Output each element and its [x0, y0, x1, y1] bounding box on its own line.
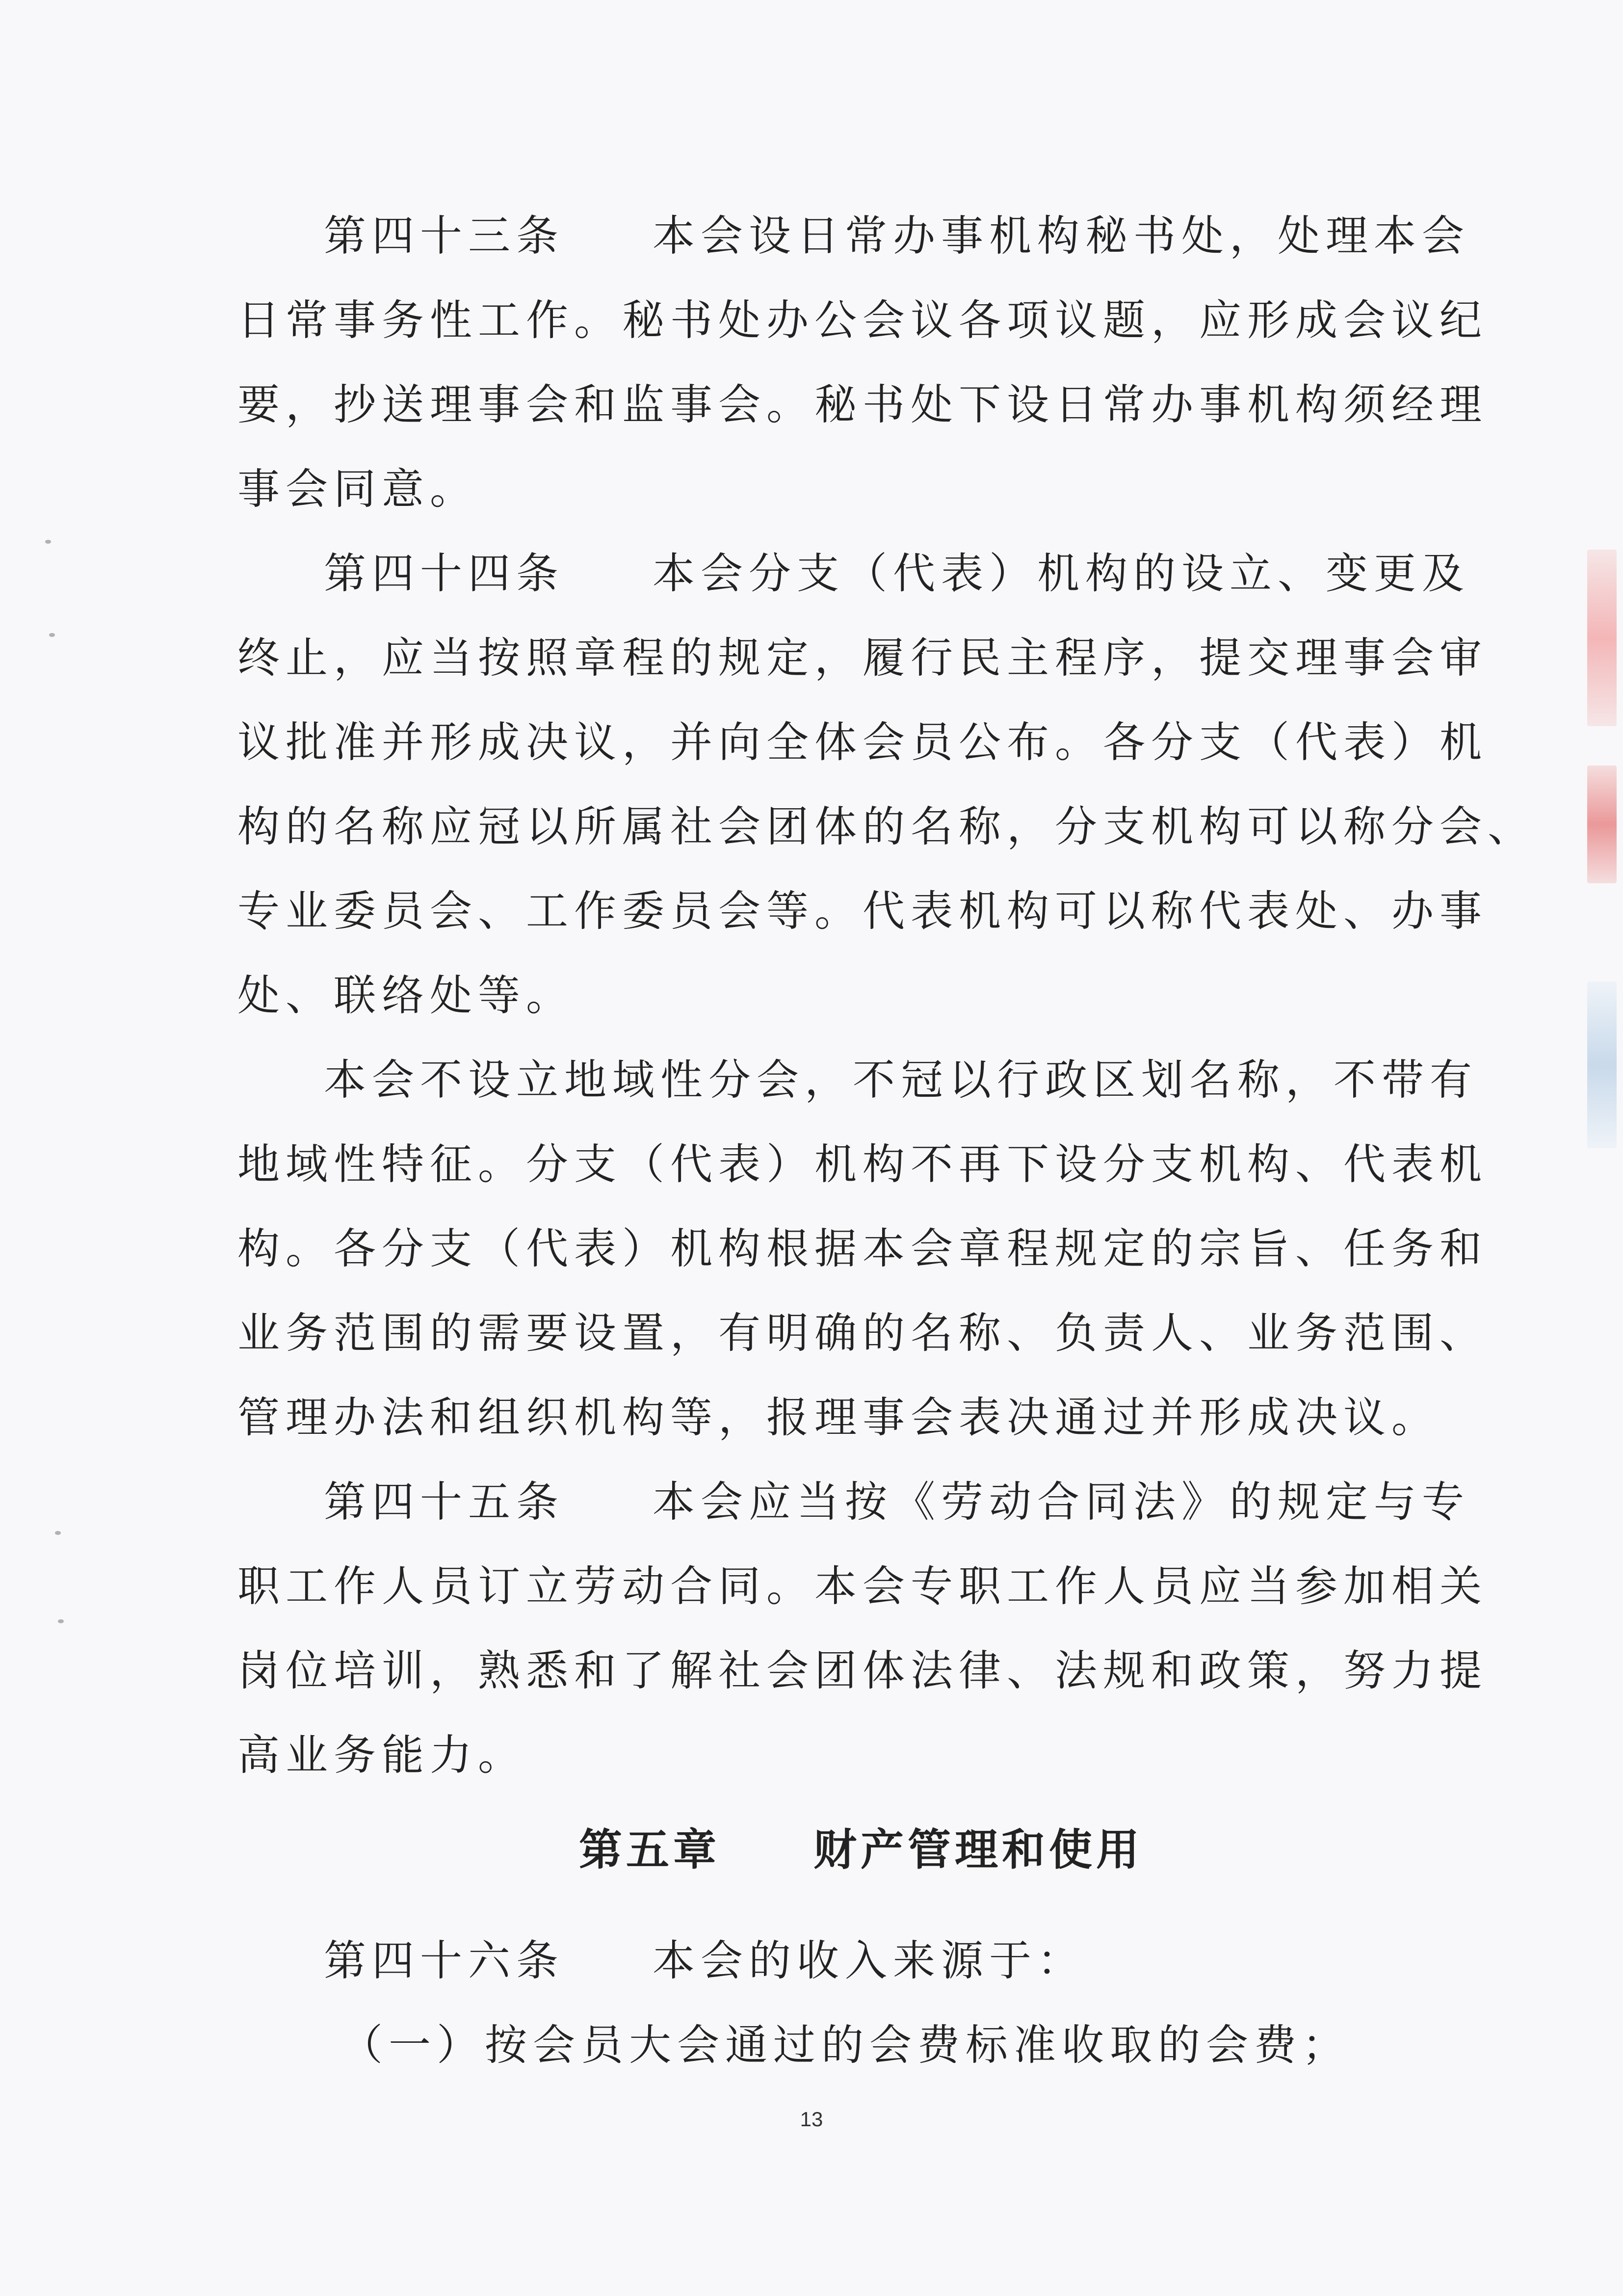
article-43-line-1: 第四十三条 本会设日常办事机构秘书处，处理本会	[324, 211, 1470, 261]
seal-fragment-blue	[1587, 981, 1617, 1148]
article-45-label: 第四十五条	[324, 1478, 564, 1527]
article-44-line-4: 构的名称应冠以所属社会团体的名称，分支机构可以称分会、	[237, 802, 1536, 851]
seal-fragment-red	[1587, 550, 1617, 726]
article-46-label: 第四十六条	[324, 1936, 564, 1985]
article-44-line-5: 专业委员会、工作委员会等。代表机构可以称代表处、办事	[237, 887, 1488, 936]
branch-paragraph-line-1: 本会不设立地域性分会，不冠以行政区划名称，不带有	[324, 1056, 1478, 1105]
article-44-line-3: 议批准并形成决议，并向全体会员公布。各分支（代表）机	[237, 718, 1488, 767]
article-46-block	[237, 1919, 1395, 2087]
article-43-line-3: 要，抄送理事会和监事会。秘书处下设日常办事机构须经理	[237, 380, 1488, 429]
page-number: 13	[800, 2108, 823, 2131]
branch-paragraph-line-5: 管理办法和组织机构等，报理事会表决通过并形成决议。	[237, 1393, 1440, 1442]
article-43-line-4: 事会同意。	[237, 465, 478, 514]
article-43-label: 第四十三条	[324, 211, 564, 261]
scan-speck	[58, 1619, 64, 1623]
chapter-title: 财产管理和使用	[813, 1824, 1144, 1875]
chapter-heading	[579, 1816, 1143, 1877]
scan-speck	[49, 633, 55, 637]
article-43-line-2: 日常事务性工作。秘书处办公会议各项议题，应形成会议纪	[237, 296, 1488, 345]
article-45-line-1: 第四十五条 本会应当按《劳动合同法》的规定与专	[324, 1478, 1470, 1527]
scan-speck	[45, 540, 51, 544]
article-45-line-2: 职工作人员订立劳动合同。本会专职工作人员应当参加相关	[237, 1562, 1488, 1611]
article-44-line-1: 第四十四条 本会分支（代表）机构的设立、变更及	[324, 549, 1470, 598]
article-46-line-1: 第四十六条 本会的收入来源于：	[324, 1936, 1085, 1985]
article-44-line-2: 终止，应当按照章程的规定，履行民主程序，提交理事会审	[237, 633, 1488, 683]
chapter-number: 第五章	[579, 1824, 721, 1875]
article-45-line-3: 岗位培训，熟悉和了解社会团体法律、法规和政策，努力提	[237, 1646, 1488, 1695]
branch-paragraph-line-2: 地域性特征。分支（代表）机构不再下设分支机构、代表机	[237, 1140, 1488, 1189]
scan-speck	[55, 1531, 61, 1535]
branch-paragraph-line-3: 构。各分支（代表）机构根据本会章程规定的宗旨、任务和	[237, 1224, 1488, 1273]
article-44-label: 第四十四条	[324, 549, 564, 598]
article-46-item-1: （一）按会员大会通过的会费标准收取的会费；	[340, 2021, 1350, 2070]
branch-paragraph-line-4: 业务范围的需要设置，有明确的名称、负责人、业务范围、	[237, 1309, 1488, 1358]
article-45-line-4: 高业务能力。	[237, 1731, 526, 1780]
body-text	[237, 194, 1536, 1797]
seal-fragment-red	[1587, 765, 1617, 883]
article-44-line-6: 处、联络处等。	[237, 971, 574, 1020]
